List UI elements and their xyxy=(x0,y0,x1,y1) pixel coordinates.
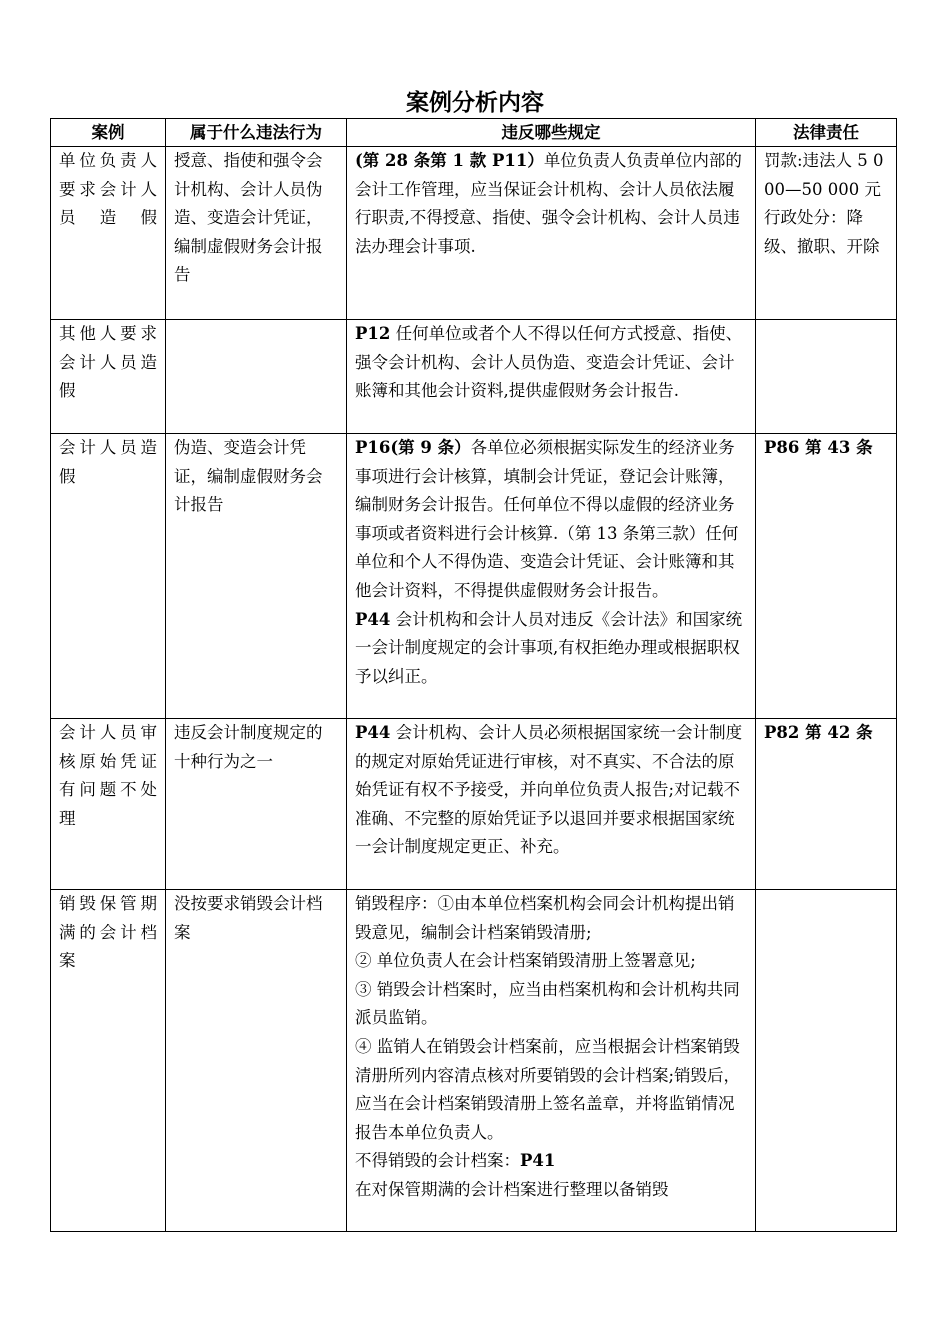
rules-cell xyxy=(347,890,756,1232)
rule-text: 单位负责人负责单位内部的会计工作管理，应当保证会计机构、会计人员依法履行职责,不得授意、指使、强令会计机构、会计人员违法办理会计事项. xyxy=(355,151,742,256)
case-cell: 单位负责人要求会计人员造假 xyxy=(51,147,166,320)
case-cell: 会计人员造假 xyxy=(51,434,166,719)
rule-text: 各单位必须根据实际发生的经济业务事项进行会计核算，填制会计凭证，登记会计账簿，编制财务会计报告。任何单位不得以虚假的经济业务事项或者资料进行会计核算.（第 13 条第三款）任何单位和个人不得伪造、变造会计凭证、会计账簿和其他会计资料，不得提供虚假财务会计报告。 xyxy=(355,438,739,600)
case-cell: 会计人员审核原始凭证有问题不处理 xyxy=(51,719,166,890)
table-row xyxy=(51,434,897,719)
liability-cell xyxy=(756,147,897,320)
header-rules: 违反哪些规定 xyxy=(347,119,756,147)
table-header-row xyxy=(51,119,897,147)
behavior-cell xyxy=(166,320,347,434)
rule-reference: P44 xyxy=(355,609,391,629)
rule-text: 会计机构和会计人员对违反《会计法》和国家统一会计制度规定的会计事项,有权拒绝办理或根据职权予以纠正。 xyxy=(355,609,743,686)
rule-text: 任何单位或者个人不得以任何方式授意、指使、强令会计机构、会计人员伪造、变造会计凭证、会计账簿和其他会计资料,提供虚假财务会计报告. xyxy=(355,324,743,401)
liability-cell xyxy=(756,890,897,1232)
rule-tail-text: 在对保管期满的会计档案进行整理以备销毁 xyxy=(355,1179,669,1199)
header-behavior: 属于什么违法行为 xyxy=(166,119,347,147)
rules-cell xyxy=(347,320,756,434)
table-row xyxy=(51,320,897,434)
rule-reference: P16(第 9 条） xyxy=(355,438,471,457)
rule-tail-label: 不得销毁的会计档案： xyxy=(355,1151,520,1171)
destruction-step: ② 单位负责人在会计档案销毁清册上签署意见; xyxy=(355,951,696,971)
rule-text: 会计机构、会计人员必须根据国家统一会计制度的规定对原始凭证进行审核，对不真实、不合法的原始凭证有权不予接受，并向单位负责人报告;对记载不准确、不完整的原始凭证予以退回并要求根据国家统一会计制度规定更正、补充。 xyxy=(355,723,743,857)
table-row xyxy=(51,147,897,320)
liability-cell: P82 第 42 条 xyxy=(756,719,897,890)
rules-cell xyxy=(347,719,756,890)
liability-fine: 罚款:违法人 5 000—50 000 元 xyxy=(764,151,884,199)
destruction-step: ④ 监销人在销毁会计档案前，应当根据会计档案销毁清册所列内容清点核对所要销毁的会计档案;销毁后，应当在会计档案销毁清册上签名盖章，并将监销情况报告本单位负责人。 xyxy=(355,1036,741,1142)
page-title: 案例分析内容 xyxy=(406,90,544,116)
table-row xyxy=(51,719,897,890)
behavior-cell: 没按要求销毁会计档案 xyxy=(166,890,347,1232)
behavior-cell: 违反会计制度规定的十种行为之一 xyxy=(166,719,347,890)
header-case: 案例 xyxy=(51,119,166,147)
liability-cell xyxy=(756,320,897,434)
destruction-step: ③ 销毁会计档案时，应当由档案机构和会计机构共同派员监销。 xyxy=(355,979,740,1028)
liability-cell: P86 第 43 条 xyxy=(756,434,897,719)
rule-reference: (第 28 条第 1 款 P11） xyxy=(355,151,544,170)
case-analysis-table xyxy=(50,118,897,1232)
rule-reference: P44 xyxy=(355,723,391,742)
header-liability: 法律责任 xyxy=(756,119,897,147)
rule-reference: P12 xyxy=(355,324,391,343)
rules-cell xyxy=(347,147,756,320)
liability-sanction: 行政处分：降级、撤职、开除 xyxy=(764,208,880,256)
rules-cell xyxy=(347,434,756,719)
case-cell: 其他人要求会计人员造假 xyxy=(51,320,166,434)
table-row xyxy=(51,890,897,1232)
case-cell: 销毁保管期满的会计档案 xyxy=(51,890,166,1232)
destruction-step: 销毁程序：①由本单位档案机构会同会计机构提出销毁意见，编制会计档案销毁清册; xyxy=(355,894,735,942)
behavior-cell: 伪造、变造会计凭证，编制虚假财务会计报告 xyxy=(166,434,347,719)
behavior-cell: 授意、指使和强令会计机构、会计人员伪造、变造会计凭证，编制虚假财务会计报告 xyxy=(166,147,347,320)
rule-reference: P41 xyxy=(520,1151,556,1171)
